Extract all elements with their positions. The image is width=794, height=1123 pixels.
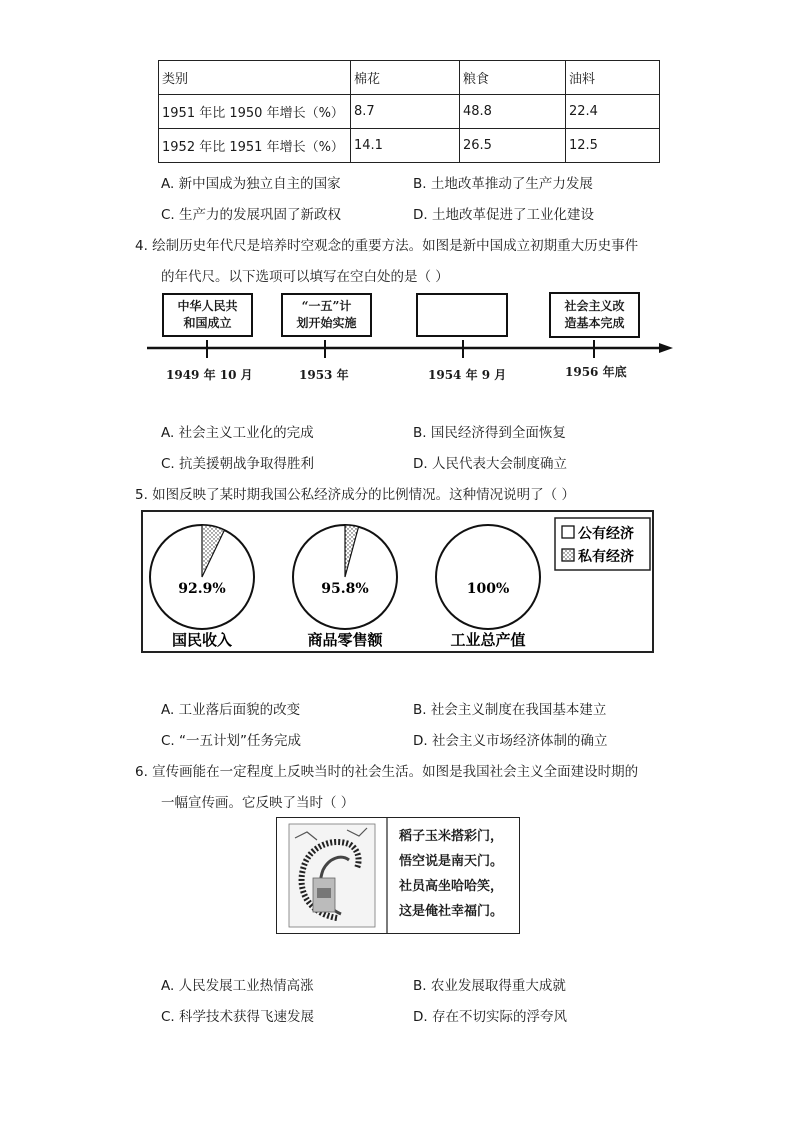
table-cell: 22.4 xyxy=(566,95,660,129)
timeline-date: 1953 年 xyxy=(299,368,349,382)
timeline-tick xyxy=(324,340,326,358)
event-box-five-year-plan xyxy=(281,293,372,337)
timeline-tick xyxy=(206,340,208,358)
table-cell: 粮食 xyxy=(460,61,566,95)
legend-swatch-public xyxy=(562,526,574,538)
q6-stem: 6. 宣传画能在一定程度上反映当时的社会生活。如图是我国社会主义全面建设时期的 xyxy=(135,764,639,780)
table-row xyxy=(159,95,660,129)
q4-option-b[interactable]: B. 国民经济得到全面恢复 xyxy=(413,425,566,441)
poem-line: 悟空说是南天门。 xyxy=(399,854,504,869)
q5-option-b[interactable]: B. 社会主义制度在我国基本建立 xyxy=(413,702,607,718)
q6-option-d[interactable]: D. 存在不切实际的浮夸风 xyxy=(413,1009,567,1025)
pie-category-label: 商品零售额 xyxy=(307,631,383,649)
chart-legend xyxy=(555,518,650,570)
event-text: 划开始实施 xyxy=(296,316,357,330)
timeline-tick xyxy=(462,340,464,358)
q3-option-c[interactable]: C. 生产力的发展巩固了新政权 xyxy=(161,207,342,223)
table-header-row xyxy=(159,61,660,95)
poem-line: 这是俺社幸福门。 xyxy=(399,904,504,919)
pie-category-label: 国民收入 xyxy=(171,631,233,649)
pie-public-slice xyxy=(436,525,540,629)
growth-table xyxy=(158,60,660,163)
table-cell: 1951 年比 1950 年增长（%） xyxy=(159,95,351,129)
pie-charts xyxy=(141,510,654,653)
q6-option-c[interactable]: C. 科学技术获得飞速发展 xyxy=(161,1009,315,1025)
table-cell: 1952 年比 1951 年增长（%） xyxy=(159,129,351,163)
q3-option-b[interactable]: B. 土地改革推动了生产力发展 xyxy=(413,176,593,192)
q4-option-d[interactable]: D. 人民代表大会制度确立 xyxy=(413,456,567,472)
event-text: 造基本完成 xyxy=(564,316,625,330)
q4-option-c[interactable]: C. 抗美援朝战争取得胜利 xyxy=(161,456,315,472)
pie-percent-label: 92.9% xyxy=(178,581,226,597)
table-cell: 26.5 xyxy=(460,129,566,163)
q5-option-c[interactable]: C. “一五计划”任务完成 xyxy=(161,733,301,749)
table-cell: 油料 xyxy=(566,61,660,95)
q5-stem: 5. 如图反映了某时期我国公私经济成分的比例情况。这种情况说明了（ ） xyxy=(135,487,575,503)
pie-percent-label: 95.8% xyxy=(321,581,369,597)
timeline-date: 1954 年 9 月 xyxy=(428,368,507,382)
legend-label: 私有经济 xyxy=(578,549,634,565)
event-box-prc-founding xyxy=(162,293,253,337)
table-cell: 8.7 xyxy=(351,95,460,129)
poem-line: 稻子玉米搭彩门， xyxy=(399,829,504,844)
table-cell: 棉花 xyxy=(351,61,460,95)
pie-percent-label: 100% xyxy=(466,581,510,597)
q3-option-a[interactable]: A. 新中国成为独立自主的国家 xyxy=(161,176,341,192)
q4-stem: 4. 绘制历史年代尺是培养时空观念的重要方法。如图是新中国成立初期重大历史事件 xyxy=(135,238,639,254)
event-text: 和国成立 xyxy=(183,316,232,330)
timeline-tick xyxy=(593,340,595,358)
table-cell: 类别 xyxy=(159,61,351,95)
event-text: 社会主义改 xyxy=(564,299,625,313)
table-cell: 48.8 xyxy=(460,95,566,129)
timeline-date: 1956 年底 xyxy=(565,365,627,379)
q5-option-d[interactable]: D. 社会主义市场经济体制的确立 xyxy=(413,733,608,749)
table-cell: 12.5 xyxy=(566,129,660,163)
q6-stem-cont: 一幅宣传画。它反映了当时（ ） xyxy=(161,795,355,811)
q3-option-d[interactable]: D. 土地改革促进了工业化建设 xyxy=(413,207,594,223)
timeline-arrow xyxy=(145,340,675,356)
event-box-socialist-transformation xyxy=(549,292,640,338)
poem-line: 社员高坐哈哈笑， xyxy=(399,879,504,894)
table-row xyxy=(159,129,660,163)
pie-category-label: 工业总产值 xyxy=(450,631,526,649)
poster-poem xyxy=(399,824,503,924)
event-text: “一五”计 xyxy=(301,299,352,313)
event-box-blank xyxy=(416,293,508,337)
q4-option-a[interactable]: A. 社会主义工业化的完成 xyxy=(161,425,314,441)
q6-option-a[interactable]: A. 人民发展工业热情高涨 xyxy=(161,978,314,994)
event-text: 中华人民共 xyxy=(177,299,238,313)
timeline-date: 1949 年 10 月 xyxy=(166,368,253,382)
legend-swatch-private xyxy=(562,549,574,561)
legend-label: 公有经济 xyxy=(578,526,634,542)
table-cell: 14.1 xyxy=(351,129,460,163)
q6-option-b[interactable]: B. 农业发展取得重大成就 xyxy=(413,978,566,994)
q4-stem-cont: 的年代尺。以下选项可以填写在空白处的是（ ） xyxy=(161,269,449,285)
q5-option-a[interactable]: A. 工业落后面貌的改变 xyxy=(161,702,301,718)
